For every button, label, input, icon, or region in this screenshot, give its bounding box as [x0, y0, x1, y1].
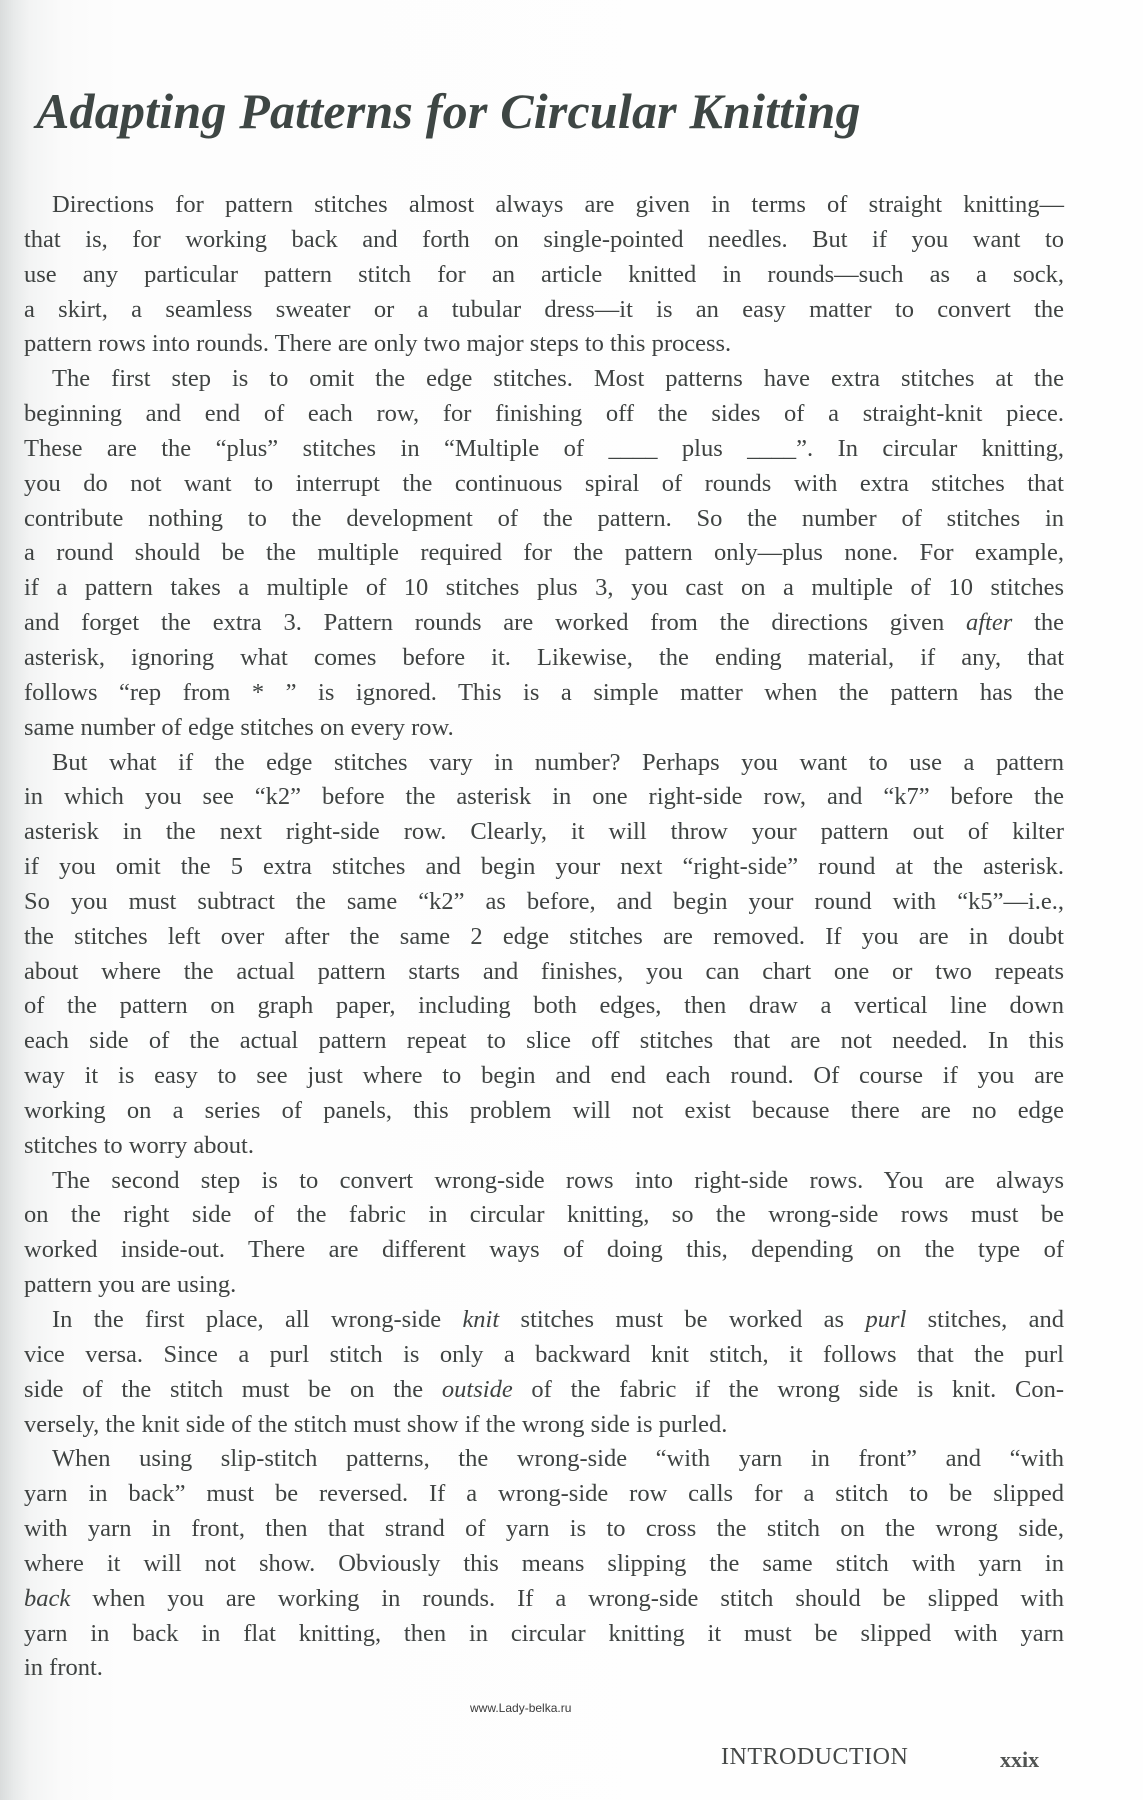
text-line: versely, the knit side of the stitch must show if the wrong side is purled. [24, 1410, 728, 1438]
text-line: asterisk in the next right-side row. Clearly, it will throw your pattern out of kilter [24, 818, 1064, 846]
paragraph [24, 1442, 1064, 1686]
text-line: you do not want to interrupt the continuous spiral of rounds with extra stitches that [24, 469, 1064, 497]
text-line: pattern rows into rounds. There are only two major steps to this process. [24, 330, 732, 358]
text-line: But what if the edge stitches vary in number? Perhaps you want to use a pattern [52, 748, 1064, 776]
paragraph [24, 362, 1064, 745]
text-line: use any particular pattern stitch for an article knitted in rounds—such as a sock, [24, 260, 1064, 288]
text-line: stitches to worry about. [24, 1131, 254, 1159]
text-line: yarn in back in flat knitting, then in circular knitting it must be slipped with yarn [24, 1619, 1064, 1647]
text-line: So you must subtract the same “k2” as before, and begin your round with “k5”—i.e., [24, 887, 1064, 915]
text-run: of the fabric if the wrong side is knit. Con- [512, 1375, 1064, 1403]
page-title: Adapting Patterns for Circular Knitting [36, 83, 861, 139]
text-line: These are the “plus” stitches in “Multiple of ____ plus ____”. In circular knitting, [24, 434, 1064, 462]
text-line: where it will not show. Obviously this means slipping the same stitch with yarn in [24, 1549, 1064, 1577]
text-line: if a pattern takes a multiple of 10 stitches plus 3, you cast on a multiple of 10 stitches [24, 574, 1064, 602]
italic-term: after [966, 609, 1013, 637]
paragraph [24, 1164, 1064, 1303]
text-line: each side of the actual pattern repeat to slice off stitches that are not needed. In this [24, 1027, 1064, 1055]
text-line: a skirt, a seamless sweater or a tubular dress—it is an easy matter to convert the [24, 295, 1064, 323]
text-run: side of the stitch must be on the [24, 1375, 442, 1403]
text-line [24, 606, 1064, 641]
text-line: about where the actual pattern starts and finishes, you can chart one or two repeats [24, 957, 1064, 985]
italic-term: outside [441, 1375, 513, 1403]
text-line: beginning and end of each row, for finishing off the sides of a straight-knit piece. [24, 400, 1064, 428]
running-head: INTRODUCTION [721, 1744, 909, 1770]
italic-term: knit [462, 1306, 500, 1333]
text-line: working on a series of panels, this problem will not exist because there are no edge [24, 1096, 1064, 1124]
text-line: a round should be the multiple required for the pattern only—plus none. For example, [24, 539, 1064, 567]
text-line [24, 1373, 1064, 1408]
text-line: contribute nothing to the development of the pattern. So the number of stitches in [24, 504, 1064, 532]
text-line: yarn in back” must be reversed. If a wrong-side row calls for a stitch to be slipped [24, 1480, 1064, 1508]
text-line: in front. [24, 1654, 103, 1682]
text-line: that is, for working back and forth on single-pointed needles. But if you want to [24, 225, 1064, 253]
watermark-link[interactable]: www.Lady-belka.ru [470, 1701, 572, 1715]
text-line: follows “rep from * ” is ignored. This is a simple matter when the pattern has the [24, 678, 1064, 706]
text-line [24, 1582, 1064, 1617]
text-line: if you omit the 5 extra stitches and begin your next “right-side” round at the asterisk. [24, 853, 1064, 881]
paragraph [24, 188, 1064, 362]
text-line: Directions for pattern stitches almost always are given in terms of straight knitting— [52, 191, 1064, 218]
text-line: asterisk, ignoring what comes before it. Likewise, the ending material, if any, that [24, 643, 1064, 671]
text-line: in which you see “k2” before the asterisk in one right-side row, and “k7” before the [24, 783, 1064, 811]
italic-term: purl [865, 1306, 907, 1333]
text-line: on the right side of the fabric in circular knitting, so the wrong-side rows must be [24, 1201, 1064, 1229]
text-run: stitches must be worked as [499, 1306, 866, 1333]
text-run: and forget the extra 3. Pattern rounds are worked from the directions given [24, 609, 966, 637]
text-line: way it is easy to see just where to begin and end each round. Of course if you are [24, 1062, 1064, 1090]
paragraph [24, 746, 1064, 1164]
text-run: In the first place, all wrong-side [52, 1306, 463, 1333]
text-line: pattern you are using. [24, 1271, 237, 1299]
paragraph [24, 1303, 1064, 1442]
text-line: When using slip-stitch patterns, the wrong-side “with yarn in front” and “with [52, 1445, 1064, 1473]
text-run: stitches, and [906, 1306, 1064, 1333]
text-line: vice versa. Since a purl stitch is only a backward knit stitch, it follows that the purl [24, 1340, 1064, 1368]
body-text [24, 188, 1064, 1686]
text-line: of the pattern on graph paper, including both edges, then draw a vertical line down [24, 992, 1064, 1020]
text-run: when you are working in rounds. If a wrong-side stitch should be slipped with [70, 1584, 1064, 1612]
text-line: the stitches left over after the same 2 edge stitches are removed. If you are in doubt [24, 922, 1064, 950]
text-line [24, 1303, 1064, 1338]
page-number: xxix [1000, 1747, 1040, 1772]
text-line: same number of edge stitches on every row. [24, 713, 454, 741]
text-line: worked inside-out. There are different ways of doing this, depending on the type of [24, 1236, 1064, 1264]
text-run: the [1012, 609, 1064, 637]
text-line: The first step is to omit the edge stitches. Most patterns have extra stitches at the [52, 365, 1064, 393]
text-line: with yarn in front, then that strand of yarn is to cross the stitch on the wrong side, [24, 1515, 1064, 1543]
text-line: The second step is to convert wrong-side rows into right-side rows. You are always [52, 1166, 1064, 1194]
italic-term: back [24, 1584, 71, 1612]
